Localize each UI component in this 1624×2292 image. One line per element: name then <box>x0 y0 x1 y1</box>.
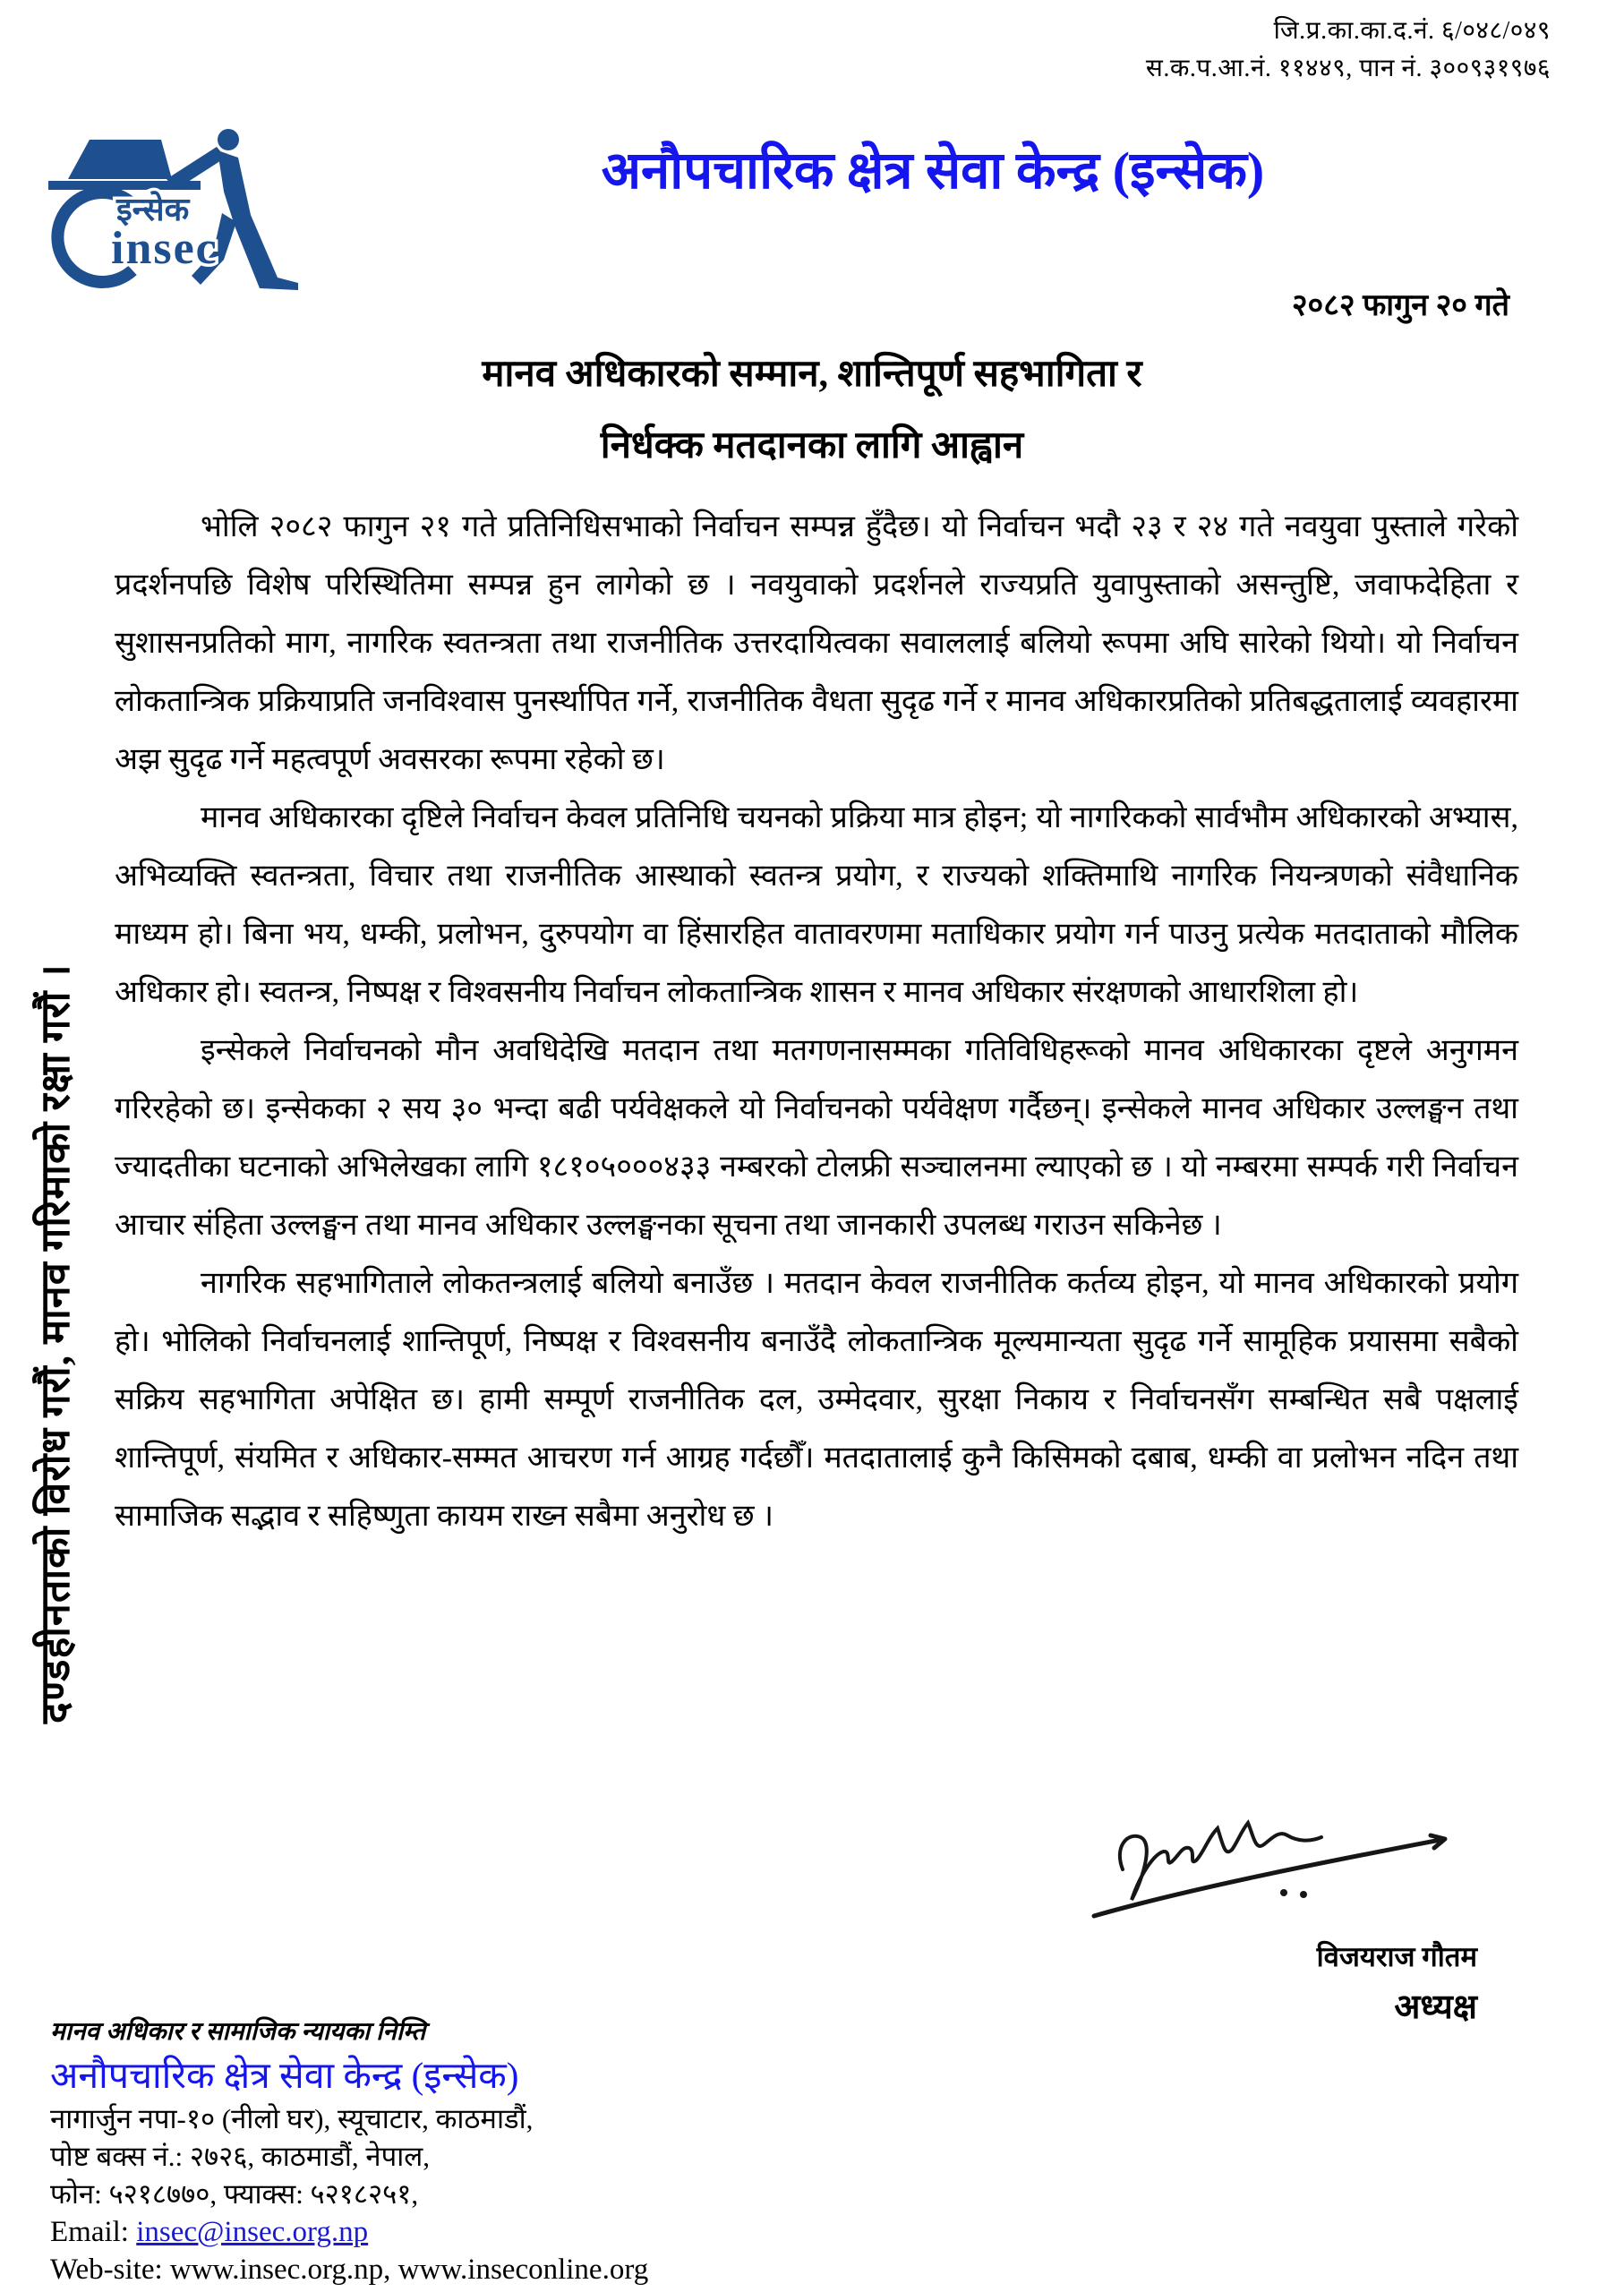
footer-website-line: Web-site: www.insec.org.np, www.inseconline.org <box>50 2254 649 2286</box>
cart-load-shape <box>68 140 172 179</box>
signature-block <box>1047 1810 1477 2029</box>
email-link[interactable]: insec@insec.org.np <box>136 2216 369 2248</box>
heading-line-1: मानव अधिकारको सम्मान, शान्तिपूर्ण सहभागिता र <box>482 354 1142 395</box>
letterhead-footer <box>50 2014 648 2288</box>
footer-address-line-1: नागार्जुन नपा-१० (नीलो घर), स्यूचाटार, काठमाडौं, <box>50 2103 534 2134</box>
email-label: Email: <box>50 2216 137 2248</box>
paragraph-1: भोलि २०८२ फागुन २१ गते प्रतिनिधिसभाको निर्वाचन सम्पन्न हुँदैछ। यो निर्वाचन भदौ २३ र २४ गते नवयुवा पुस्ताले गरेको प्रदर्शनपछि विशेष परिस्थितिमा सम्पन्न हुन लागेको छ । नवयुवाको प्रदर्शनले राज्यप्रति युवापुस्ताको असन्तुष्टि, जवाफदेहिता र सुशासनप्रतिको माग, नागरिक स्वतन्त्रता तथा राजनीतिक उत्तरदायित्वका सवाललाई बलियो रूपमा अघि सारेको थियो। यो निर्वाचन लोकतान्त्रिक प्रक्रियाप्रति जनविश्वास पुनर्स्थापित गर्ने, राजनीतिक वैधता सुदृढ गर्ने र मानव अधिकारप्रतिको प्रतिबद्धतालाई व्यवहारमा अझ सुदृढ गर्ने महत्वपूर्ण अवसरका रूपमा रहेको छ। <box>115 510 1518 776</box>
paragraph-2: मानव अधिकारका दृष्टिले निर्वाचन केवल प्रतिनिधि चयनको प्रक्रिया मात्र होइन; यो नागरिकको सार्वभौम अधिकारको अभ्यास, अभिव्यक्ति स्वतन्त्रता, विचार तथा राजनीतिक आस्थाको स्वतन्त्र प्रयोग, र राज्यको शक्तिमाथि नागरिक नियन्त्रणको संवैधानिक माध्यम हो। बिना भय, धम्की, प्रलोभन, दुरुपयोग वा हिंसारहित वातावरणमा मताधिकार प्रयोग गर्न पाउनु प्रत्येक मतदाताको मौलिक अधिकार हो। स्वतन्त्र, निष्पक्ष र विश्वसनीय निर्वाचन लोकतान्त्रिक शासन र मानव अधिकार संरक्षणको आधारशिला हो। <box>115 801 1518 1009</box>
insec-logo <box>34 106 303 304</box>
heading-line-2: निर्धक्क मतदानका लागि आह्वान <box>600 425 1024 466</box>
postal-reg-number: स.क.प.आ.नं. ११४४९, पान नं. ३००९३१९७६ <box>1145 55 1551 82</box>
footer-phone-line: फोन: ५२१८७७०, फ्याक्स: ५२१८२५१, <box>50 2178 419 2210</box>
signature-stroke <box>1120 1823 1321 1900</box>
person-head-shape <box>218 129 239 150</box>
organization-title: अनौपचारिक क्षेत्र सेवा केन्द्र (इन्सेक) <box>601 141 1265 200</box>
press-release-heading <box>0 338 1624 482</box>
footer-org-name: अनौपचारिक क्षेत्र सेवा केन्द्र (इन्सेक) <box>50 2055 519 2096</box>
paragraph-4: नागरिक सहभागिताले लोकतन्त्रलाई बलियो बनाउँछ । मतदान केवल राजनीतिक कर्तव्य होइन, यो मानव अधिकारको प्रयोग हो। भोलिको निर्वाचनलाई शान्तिपूर्ण, निष्पक्ष र विश्वसनीय बनाउँदै लोकतान्त्रिक मूल्यमान्यता सुदृढ गर्ने सामूहिक प्रयासमा सबैको सक्रिय सहभागिता अपेक्षित छ। हामी सम्पूर्ण राजनीतिक दल, उम्मेदवार, सुरक्षा निकाय र निर्वाचनसँग सम्बन्धित सबै पक्षलाई शान्तिपूर्ण, संयमित र अधिकार-सम्मत आचरण गर्न आग्रह गर्दछौँ। मतदातालाई कुनै किसिमको दबाब, धम्की वा प्रलोभन नदिन तथा सामाजिक सद्भाव र सहिष्णुता कायम राख्न सबैमा अनुरोध छ । <box>115 1267 1518 1533</box>
district-reg-number: जि.प्र.का.का.द.नं. ६/०४८/०४९ <box>1273 17 1551 45</box>
vertical-slogan: दण्डहीनताको विरोध गरौं, मानव गरिमाको रक्षा गरौं । <box>33 963 78 1723</box>
signatory-role: अध्यक्ष <box>1394 1988 1477 2026</box>
signature-dot <box>1280 1889 1287 1896</box>
footer-address-line-2: पोष्ट बक्स नं.: २७२६, काठमाडौं, नेपाल, <box>50 2141 431 2172</box>
registration-numbers <box>1146 13 1551 88</box>
footer-email-line <box>50 2213 648 2251</box>
date-line: २०८२ फागुन २० गते <box>1291 289 1509 322</box>
press-release-body <box>115 498 1518 1545</box>
paragraph-3: इन्सेकले निर्वाचनको मौन अवधिदेखि मतदान तथा मतगणनासम्मका गतिविधिहरूको मानव अधिकारका दृष्टले अनुगमन गरिरहेको छ। इन्सेकका २ सय ३० भन्दा बढी पर्यवेक्षकले यो निर्वाचनको पर्यवेक्षण गर्दैछन्। इन्सेकले मानव अधिकार उल्लङ्घन तथा ज्यादतीका घटनाको अभिलेखका लागि १८१०५०००४३३ नम्बरको टोलफ्री सञ्चालनमा ल्याएको छ । यो नम्बरमा सम्पर्क गरी निर्वाचन आचार संहिता उल्लङ्घन तथा मानव अधिकार उल्लङ्घनका सूचना तथा जानकारी उपलब्ध गराउन सकिनेछ । <box>115 1034 1518 1242</box>
footer-tagline: मानव अधिकार र सामाजिक न्यायका निम्ति <box>50 2018 426 2046</box>
signatory-name: विजयराज गौतम <box>1316 1941 1477 1972</box>
logo-text-nepali: इन्सेक <box>116 192 190 227</box>
signature-dot <box>1300 1891 1307 1898</box>
insec-logo-image <box>34 106 303 304</box>
logo-text-english: insec <box>111 223 218 274</box>
signature-image <box>1083 1810 1468 1936</box>
